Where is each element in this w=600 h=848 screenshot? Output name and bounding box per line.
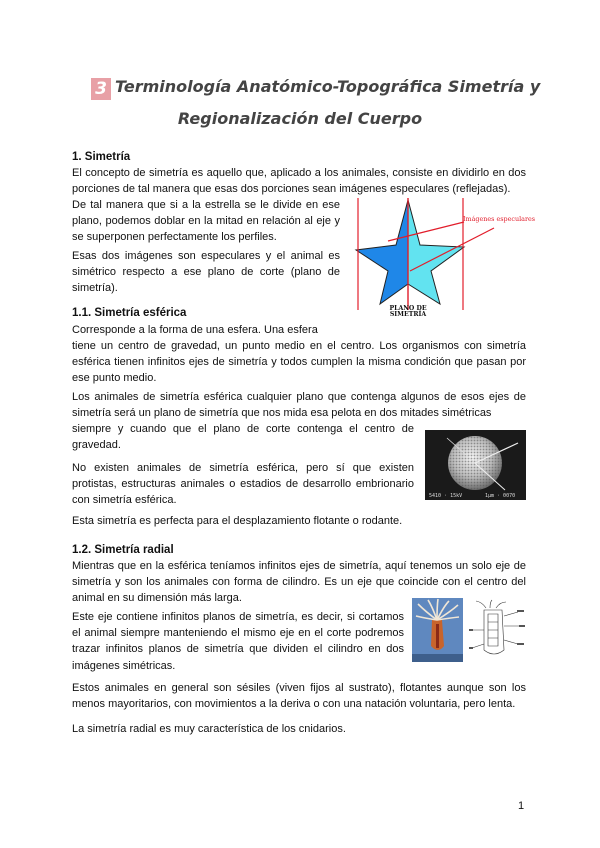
page-title-line2: Regionalización del Cuerpo bbox=[177, 109, 423, 128]
spherical-protist-micrograph bbox=[425, 430, 526, 500]
paragraph-specular-images: Esas dos imágenes son especulares y el animal es simétrico respecto a ese plano de corte (plano de simetría). bbox=[72, 250, 340, 295]
photo-base bbox=[412, 654, 463, 662]
label-symmetry-plane-1: PLANO DE bbox=[389, 305, 427, 312]
paragraph-esferica-desplazamiento: Esta simetría es perfecta para el desplazamiento flotante o rodante. bbox=[72, 515, 403, 527]
section-heading-radial: 1.2. Simetría radial bbox=[72, 544, 174, 556]
paragraph-esferica-protistas: No existen animales de simetría esférica, pero sí que existen protistas, estructuras animales o estadios de desarrollo embrionario con simetría esférica. bbox=[72, 462, 414, 507]
paragraph-esfera-centro: tiene un centro de gravedad, un punto medio en el centro. Los organismos con simetría esférica tienen infinitos ejes de simetría y todos cumplen la misma condición que pasan por ese punto medio. bbox=[72, 340, 526, 385]
micrograph-caption-left: 5410 · 15kV bbox=[429, 493, 463, 499]
star-left-half bbox=[356, 200, 408, 304]
polyp-core bbox=[436, 624, 439, 648]
star-symmetry-figure bbox=[348, 198, 536, 318]
star-right-half bbox=[408, 200, 464, 304]
paragraph-radial-sesiles: Estos animales en general son sésiles (viven fijos al sustrato), flotantes aunque son los menos mayoritarios, con movimientos a la deriva o con una natación voluntaria, pero lenta. bbox=[72, 682, 526, 711]
chapter-number-badge: 3 bbox=[91, 78, 111, 100]
paragraph-esferica-gravedad: siempre y cuando que el plano de corte contenga el centro de gravedad. bbox=[72, 423, 414, 452]
diagram-background bbox=[468, 600, 526, 664]
paragraph-star-division: De tal manera que si a la estrella se le divide en ese plano, podemos doblar en la mitad en relación al eje y se superponen perfectamente los perfiles. bbox=[72, 199, 340, 244]
label-symmetry-plane-2: SIMETRÍA bbox=[389, 311, 427, 318]
cnidarian-anatomy-diagram bbox=[468, 600, 526, 664]
paragraph-radial-cnidarios: La simetría radial es muy característica de los cnidarios. bbox=[72, 723, 346, 735]
micrograph-caption-right: 1µm · 0070 bbox=[485, 493, 516, 499]
page-title-line1: Terminología Anatómico-Topográfica Simetría y bbox=[115, 77, 541, 96]
cnidarian-photo bbox=[412, 598, 463, 662]
paragraph-radial-eje: Mientras que en la esférica teníamos infinitos ejes de simetría, aquí tenemos un solo eje de simetría y son los animales con forma de cilindro. Es un eje que coincide con el centro del animal en su dimensión más larga. bbox=[72, 560, 526, 605]
label-specular-images: Imágenes especulares bbox=[463, 215, 536, 223]
page-number: 1 bbox=[518, 800, 525, 812]
paragraph-esferica-planos: Los animales de simetría esférica cualquier plano que contenga algunos de esos ejes de simetría será un plano de simetría que nos mida esa pelota en dos mitades simétricas bbox=[72, 391, 526, 420]
paragraph-esfera-intro: Corresponde a la forma de una esfera. Una esfera bbox=[72, 324, 318, 336]
section-heading-simetria: 1. Simetría bbox=[72, 151, 131, 163]
paragraph-simetria-definition: El concepto de simetría es aquello que, aplicado a los animales, consiste en dividirlo en dos porciones de tal manera que esas dos porciones sean imágenes especulares (reflejadas). bbox=[72, 167, 526, 196]
paragraph-radial-planos: Este eje contiene infinitos planos de simetría, es decir, si cortamos el animal siempre manteniendo el mismo eje en el corte podremos trazar infinitos planos de simetría que dividen el cilindro en dos imágenes simétricas. bbox=[72, 611, 404, 672]
section-heading-esferica: 1.1. Simetría esférica bbox=[72, 307, 187, 319]
